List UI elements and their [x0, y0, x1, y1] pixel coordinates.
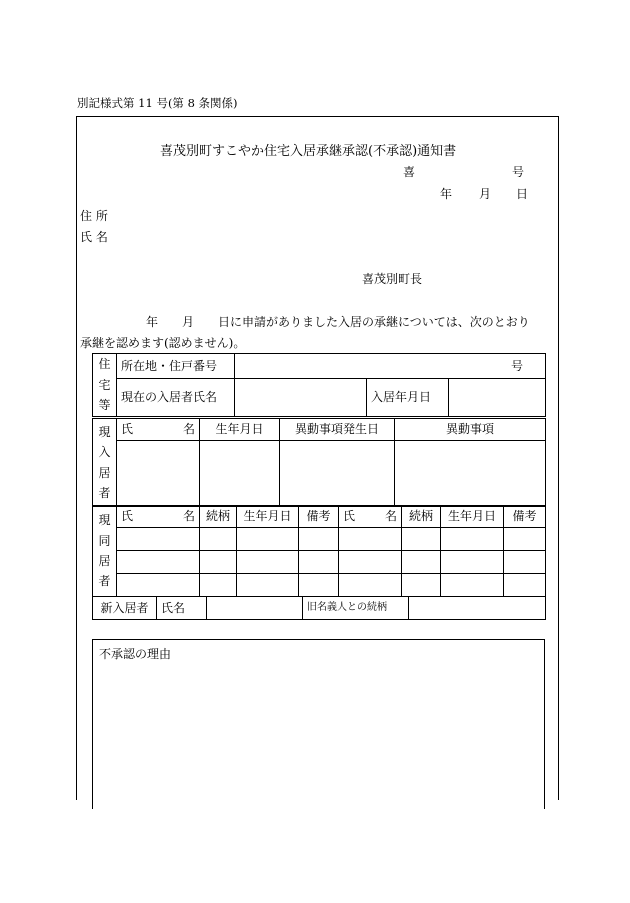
event-header: 異動事項 — [395, 419, 546, 441]
date-year: 年 — [440, 187, 453, 201]
tenant-name-value — [117, 441, 200, 507]
tenant-birth-value — [200, 441, 280, 507]
relation-to-former-label: 旧名義人との続柄 — [303, 597, 409, 620]
housing-side-label: 住 宅 等 — [93, 354, 117, 417]
reason-box — [92, 639, 545, 809]
cohabitant-birth-header-2: 生年月日 — [441, 506, 504, 528]
cohabitant-remarks-header-2: 備考 — [504, 506, 546, 528]
cohabitant-remarks-header: 備考 — [299, 506, 339, 528]
new-tenant-name-value — [207, 597, 303, 620]
unit-number-cell: 号 — [235, 354, 546, 379]
current-tenant-value — [235, 379, 367, 417]
cohabitant-table — [92, 505, 546, 597]
relation-to-former-value — [409, 597, 546, 620]
new-tenant-table — [92, 596, 546, 620]
move-in-date-label: 入居年月日 — [367, 379, 449, 417]
cohabitant-name-header: 氏 名 — [117, 506, 200, 528]
tenant-name-header: 氏 名 — [117, 419, 200, 441]
event-date-value — [280, 441, 395, 507]
event-date-header: 異動事項発生日 — [280, 419, 395, 441]
cohabitant-row — [93, 528, 546, 551]
address-label: 住 所 — [80, 209, 108, 223]
doc-number-prefix: 喜 — [403, 165, 416, 179]
notice-body-line2: 承継を認めます(認めません)。 — [80, 336, 246, 350]
cohabitant-row — [93, 551, 546, 574]
move-in-date-value — [449, 379, 546, 417]
doc-number-suffix: 号 — [512, 165, 525, 179]
current-tenant-side-label: 現 入 居 者 — [93, 419, 117, 507]
notice-body-line1: 年 月 日に申請がありました入居の承継については、次のとおり — [146, 315, 530, 329]
cohabitant-name-header-2: 氏 名 — [339, 506, 402, 528]
issuer-name: 喜茂別町長 — [362, 272, 423, 286]
current-tenant-table — [92, 418, 546, 507]
cohabitant-relation-header: 続柄 — [200, 506, 237, 528]
cohabitant-side-label: 現 同 居 者 — [93, 506, 117, 597]
new-tenant-label: 新入居者 — [93, 597, 157, 620]
cohabitant-relation-header-2: 続柄 — [402, 506, 441, 528]
new-tenant-name-label: 氏名 — [157, 597, 207, 620]
date-month: 月 — [479, 187, 492, 201]
event-value — [395, 441, 546, 507]
tenant-birth-header: 生年月日 — [200, 419, 280, 441]
name-label: 氏 名 — [80, 230, 108, 244]
reason-label: 不承認の理由 — [99, 647, 172, 661]
housing-table — [92, 353, 546, 417]
cohabitant-row — [93, 574, 546, 597]
document-title: 喜茂別町すこやか住宅入居承継承認(不承認)通知書 — [160, 144, 457, 159]
location-label: 所在地・住戸番号 — [117, 354, 235, 379]
date-day: 日 — [516, 187, 529, 201]
cohabitant-birth-header: 生年月日 — [237, 506, 299, 528]
form-reference: 別記様式第 11 号(第 8 条関係) — [77, 96, 238, 110]
current-tenant-label: 現在の入居者氏名 — [117, 379, 235, 417]
